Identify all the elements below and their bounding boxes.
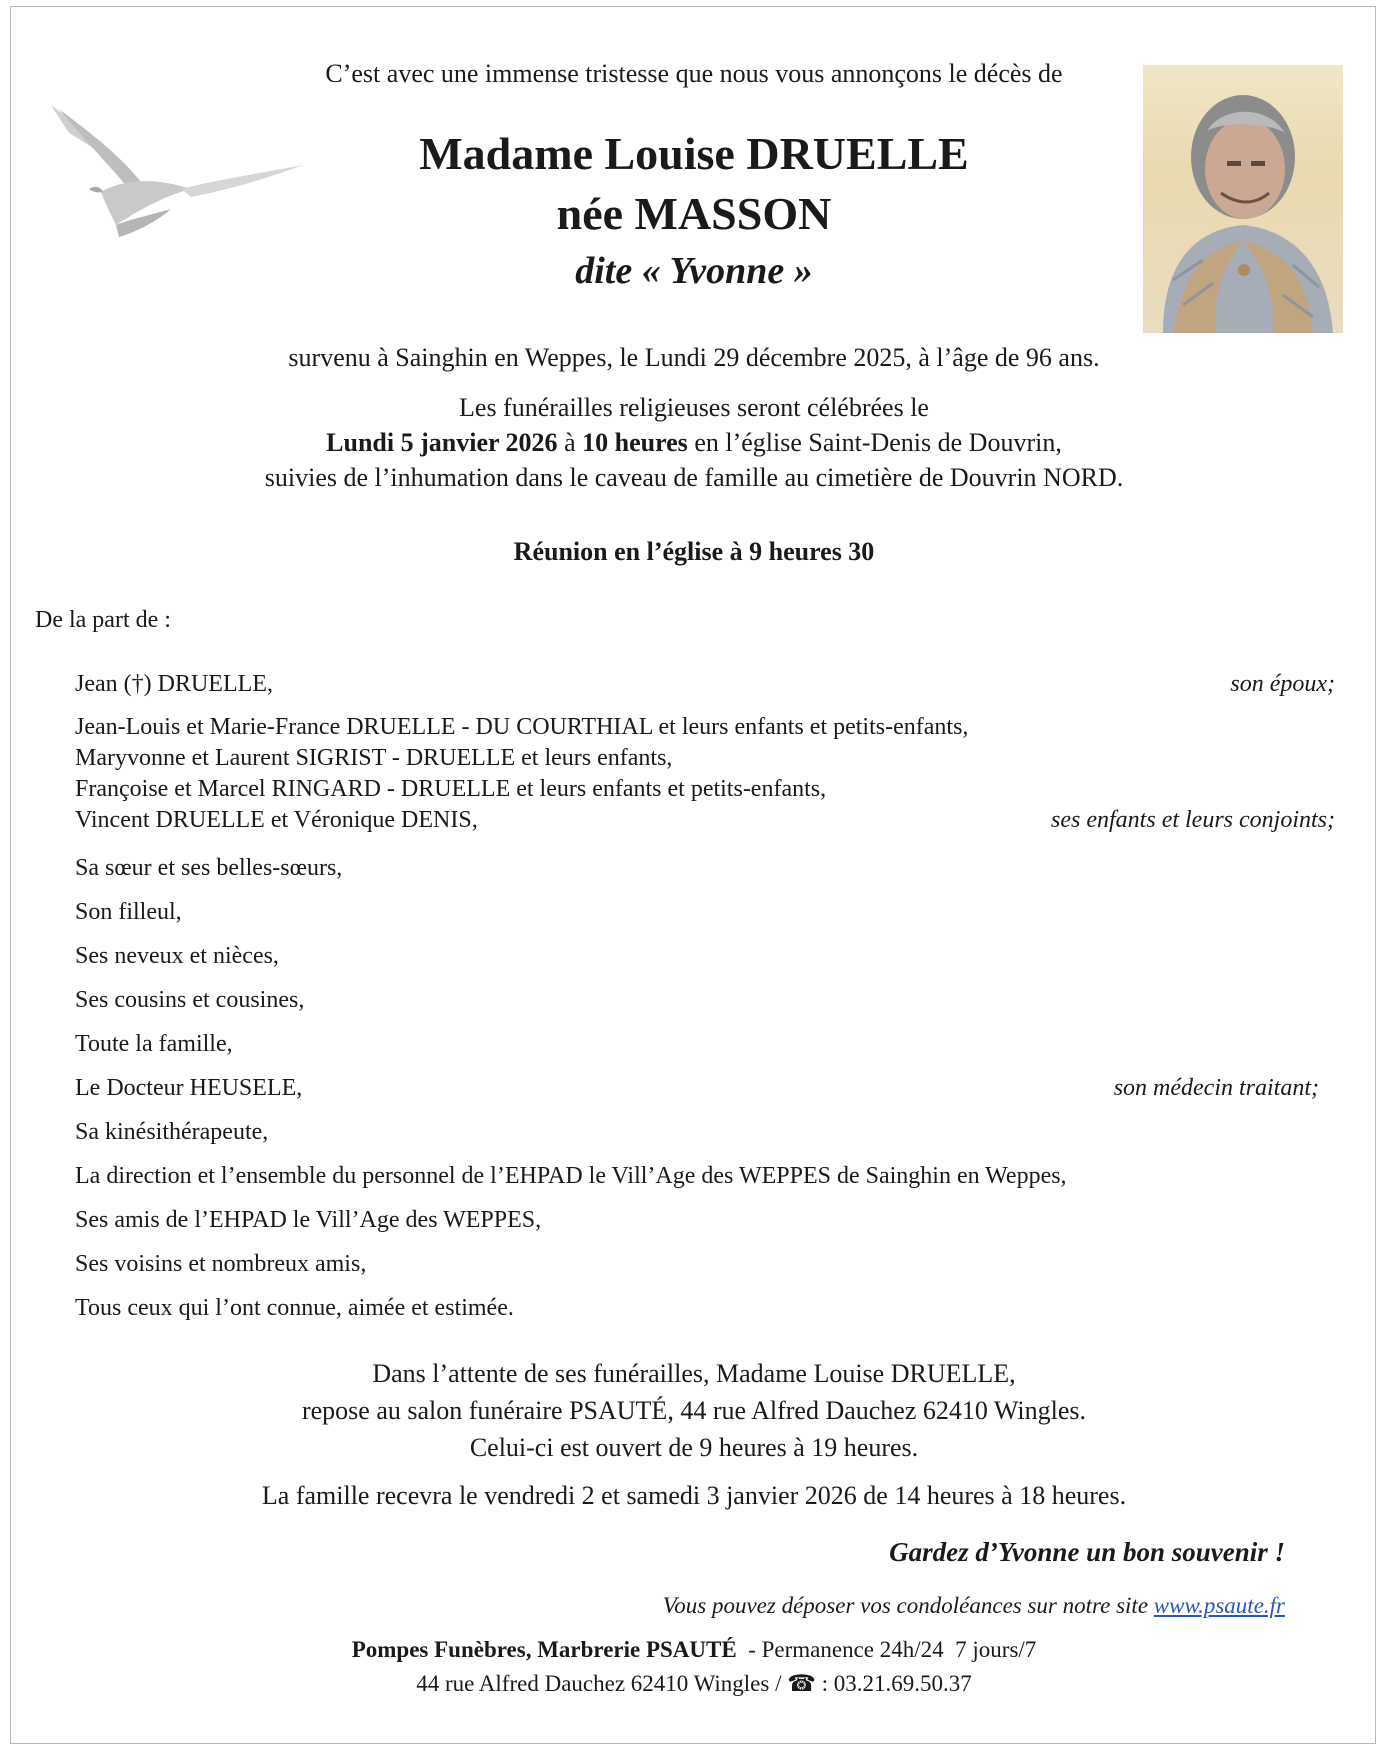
website-link[interactable]: www.psaute.fr xyxy=(1153,1593,1285,1618)
company-name: Pompes Funèbres, Marbrerie PSAUTÉ xyxy=(351,1637,737,1662)
from-label: De la part de : xyxy=(35,607,171,633)
relative-line: Toute la famille, xyxy=(75,1031,233,1057)
child-name: Vincent DRUELLE et Véronique DENIS, xyxy=(75,807,478,833)
funeral-line-3: suivies de l’inhumation dans le caveau de famille au cimetière de Douvrin NORD. xyxy=(264,463,1124,492)
death-announcement: survenu à Sainghin en Weppes, le Lundi 29 décembre 2025, à l’âge de 96 ans. xyxy=(288,343,1100,372)
memory-line: Gardez d’Yvonne un bon souvenir ! xyxy=(889,1537,1285,1567)
relative-line: Son filleul, xyxy=(75,899,182,925)
child-line: Françoise et Marcel RINGARD - DRUELLE et leurs enfants et petits-enfants, xyxy=(75,776,827,802)
condolences-text: Vous pouvez déposer vos condoléances sur notre site xyxy=(662,1593,1154,1618)
child-line: Jean-Louis et Marie-France DRUELLE - DU COURTHIAL et leurs enfants et petits-enfants, xyxy=(75,714,969,740)
wake-line-1: Dans l’attente de ses funérailles, Madame Louise DRUELLE, xyxy=(372,1359,1016,1388)
funeral-line-2 xyxy=(11,428,1377,458)
doctor-line xyxy=(75,1066,1335,1110)
funeral-line-1: Les funérailles religieuses seront célébrées le xyxy=(459,393,929,422)
child-line xyxy=(75,805,1335,836)
footer-address-line xyxy=(11,1671,1377,1697)
children-relation: ses enfants et leurs conjoints; xyxy=(1051,807,1335,833)
wake-line-2: repose au salon funéraire PSAUTÉ, 44 rue Alfred Dauchez 62410 Wingles. xyxy=(301,1396,1087,1425)
family-visit: La famille recevra le vendredi 2 et samedi 3 janvier 2026 de 14 heures à 18 heures. xyxy=(261,1481,1127,1510)
funeral-word-a: à xyxy=(557,428,583,457)
maiden-name: née MASSON xyxy=(556,188,832,239)
relative-line: Ses cousins et cousines, xyxy=(75,987,305,1013)
intro-line: C’est avec une immense tristesse que nous vous annonçons le décès de xyxy=(325,59,1063,88)
relative-line: Sa sœur et ses belles-sœurs, xyxy=(75,855,343,881)
church-meeting: Réunion en l’église à 9 heures 30 xyxy=(513,537,875,566)
family-list xyxy=(75,662,1335,1330)
service-hours: - Permanence 24h/24 7 jours/7 xyxy=(736,1637,1037,1662)
funeral-date: Lundi 5 janvier 2026 xyxy=(326,428,558,457)
nickname: dite « Yvonne » xyxy=(575,250,813,292)
child-line: Maryvonne et Laurent SIGRIST - DRUELLE et leurs enfants, xyxy=(75,745,673,771)
spouse-relation: son époux; xyxy=(1230,671,1335,697)
doctor-relation: son médecin traitant; xyxy=(1113,1075,1319,1101)
relative-line: Tous ceux qui l’ont connue, aimée et estimée. xyxy=(75,1295,514,1321)
spouse-line xyxy=(75,662,1335,706)
relative-line: Sa kinésithérapeute, xyxy=(75,1119,269,1145)
deceased-name: Madame Louise DRUELLE xyxy=(419,128,969,179)
funeral-time: 10 heures xyxy=(582,428,688,457)
company-address: 44 rue Alfred Dauchez 62410 Wingles / xyxy=(416,1671,788,1696)
footer-company-line xyxy=(11,1637,1377,1663)
phone-number: : 03.21.69.50.37 xyxy=(815,1671,972,1696)
relative-line: La direction et l’ensemble du personnel de l’EHPAD le Vill’Age des WEPPES de Sainghin en Weppes, xyxy=(75,1163,1067,1189)
telephone-icon: ☎ xyxy=(787,1671,816,1696)
doctor-name: Le Docteur HEUSELE, xyxy=(75,1075,303,1101)
relative-line: Ses neveux et nièces, xyxy=(75,943,279,969)
relative-line: Ses amis de l’EHPAD le Vill’Age des WEPPES, xyxy=(75,1207,542,1233)
wake-line-3: Celui-ci est ouvert de 9 heures à 19 heures. xyxy=(469,1433,919,1462)
relative-line: Ses voisins et nombreux amis, xyxy=(75,1251,367,1277)
obituary-page xyxy=(10,6,1376,1744)
condolences-line xyxy=(663,1593,1285,1619)
spouse-name: Jean (†) DRUELLE, xyxy=(75,671,273,697)
funeral-place: en l’église Saint-Denis de Douvrin, xyxy=(687,428,1062,457)
